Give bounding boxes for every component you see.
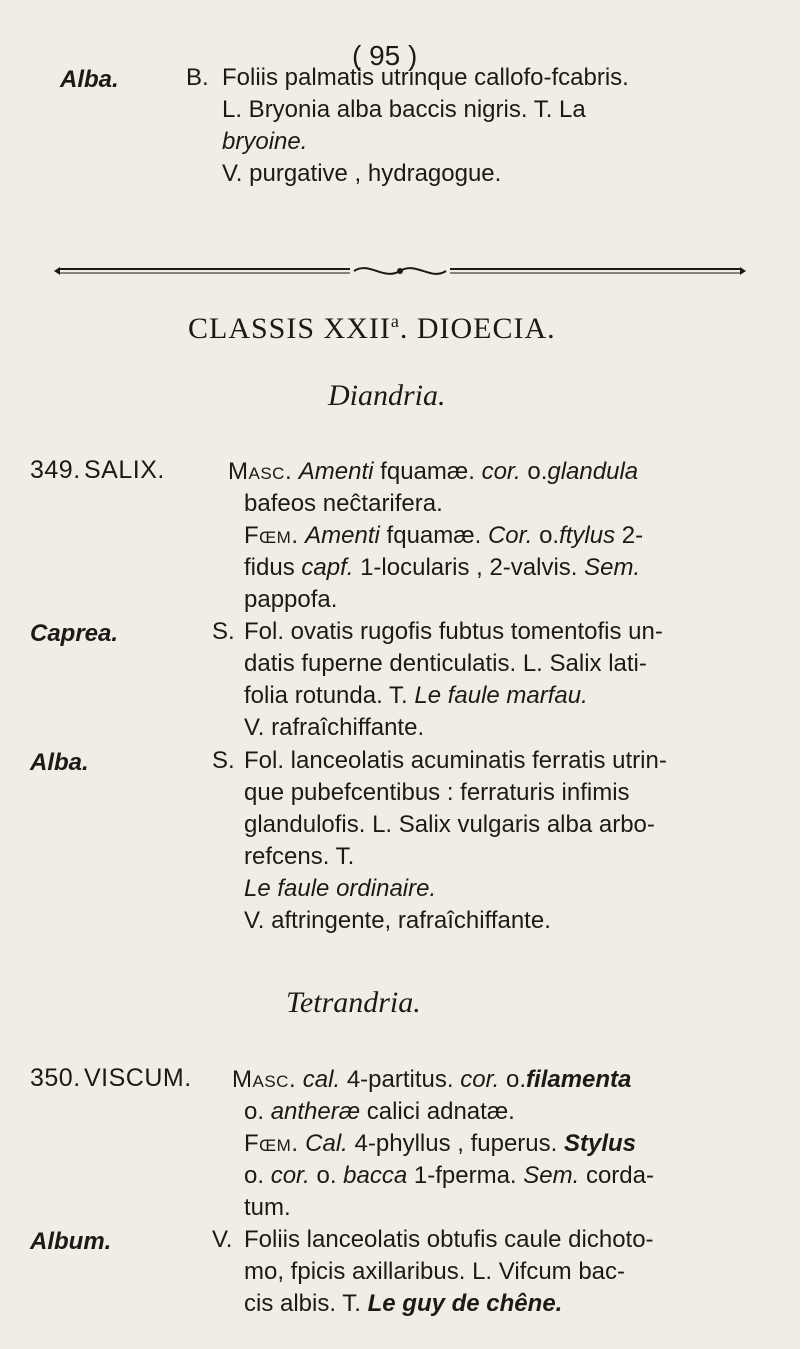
- genus-name: SALIX.: [84, 456, 165, 484]
- classis-title-main: CLASSIS XXII: [188, 312, 391, 345]
- genus-foem-line-2: [244, 552, 640, 584]
- masc-abbr: Masc.: [232, 1066, 297, 1093]
- term: filamenta: [526, 1066, 632, 1093]
- term: 4-partitus.: [346, 1066, 454, 1093]
- entry-line: bryoine.: [222, 128, 308, 155]
- term: o.: [539, 522, 560, 549]
- genus-foem-line-2: [244, 1160, 654, 1192]
- term: folia rotunda. T.: [244, 682, 408, 709]
- term: antheræ: [270, 1098, 361, 1125]
- entry-line: mo, fpicis axillaribus. L. Vifcum bac-: [244, 1258, 626, 1285]
- term: Cal.: [305, 1130, 348, 1157]
- entry-line: datis fuperne denticulatis. L. Salix lati-: [244, 650, 647, 677]
- ornamental-rule: [54, 263, 746, 279]
- term: 4-phyllus , fuperus.: [354, 1130, 558, 1157]
- entry-line: Foliis lanceolatis obtufis caule dichoto-: [244, 1226, 654, 1253]
- genus-foem-line: [244, 520, 643, 552]
- term: corda-: [585, 1162, 654, 1189]
- entry-letter: B.: [186, 64, 209, 91]
- term: cor.: [460, 1066, 500, 1093]
- term: o.: [244, 1098, 265, 1125]
- term: Sem.: [584, 554, 641, 581]
- term: Sem.: [523, 1162, 580, 1189]
- term: cal.: [302, 1066, 341, 1093]
- term: Stylus: [563, 1130, 637, 1157]
- entry-letter: S.: [212, 618, 235, 645]
- classis-title-superscript: a: [390, 311, 400, 331]
- entry-line: que pubefcentibus : ferraturis infimis: [244, 779, 630, 806]
- classis-title-rest: . DIOECIA.: [399, 312, 556, 345]
- entry-line: V. aftringente, rafraîchiffante.: [244, 907, 551, 934]
- french-name: Le faule marfau.: [414, 682, 588, 709]
- genus-foem-line: [244, 1128, 636, 1160]
- species-label-album: Album.: [30, 1228, 112, 1255]
- term: cor.: [270, 1162, 310, 1189]
- order-heading-diandria: Diandria.: [328, 379, 446, 412]
- term: fquamæ.: [380, 458, 475, 485]
- term: Cor.: [487, 522, 533, 549]
- term: Amenti: [298, 458, 374, 485]
- term: bacca: [343, 1162, 408, 1189]
- entry-line: V. purgative , hydragogue.: [222, 160, 502, 187]
- masc-abbr: Masc.: [228, 458, 293, 485]
- term: 1-locularis , 2-valvis.: [360, 554, 578, 581]
- entry-line: Fol. lanceolatis acuminatis ferratis utrin-: [244, 747, 667, 774]
- genus-number: 349.: [30, 456, 81, 484]
- species-label-alba-salix: Alba.: [30, 749, 89, 776]
- term: o.: [506, 1066, 527, 1093]
- order-heading-tetrandria: Tetrandria.: [286, 986, 421, 1019]
- term: calici adnatæ.: [366, 1098, 515, 1125]
- genus-foem-line-3: pappofa.: [244, 586, 338, 613]
- genus-masc-line: [232, 1064, 631, 1096]
- page-number: ( 95 ): [352, 40, 418, 71]
- entry-line: Foliis palmatis utrinque callofo-fcabris.: [222, 64, 629, 91]
- species-label-caprea: Caprea.: [30, 620, 119, 647]
- french-name: Le faule ordinaire.: [244, 875, 437, 902]
- genus-masc-line-2: bafeos neĉtarifera.: [244, 490, 443, 517]
- genus-foem-line-3: tum.: [244, 1194, 291, 1221]
- entry-line: [244, 1288, 562, 1320]
- term: 1-fperma.: [413, 1162, 517, 1189]
- genus-name: VISCUM.: [84, 1064, 192, 1092]
- term: Amenti: [305, 522, 380, 549]
- genus-masc-line-2: [244, 1096, 515, 1128]
- entry-line: glandulofis. L. Salix vulgaris alba arbo-: [244, 811, 655, 838]
- term: glandula: [547, 458, 639, 485]
- term: o.: [316, 1162, 337, 1189]
- term: cis albis. T.: [244, 1290, 361, 1317]
- classis-title: [188, 312, 556, 346]
- entry-line: [244, 680, 588, 712]
- genus-masc-line: [228, 456, 638, 488]
- term: 2-: [621, 522, 644, 549]
- entry-line: refcens. T.: [244, 843, 355, 870]
- term: fquamæ.: [386, 522, 482, 549]
- entry-letter: V.: [212, 1226, 233, 1253]
- entry-letter: S.: [212, 747, 235, 774]
- foem-abbr: Fœm.: [244, 522, 299, 549]
- entry-line: Fol. ovatis rugofis fubtus tomentofis un-: [244, 618, 663, 645]
- term: cor.: [481, 458, 521, 485]
- term: ftylus: [559, 522, 616, 549]
- term: o.: [244, 1162, 265, 1189]
- entry-line: L. Bryonia alba baccis nigris. T. La: [222, 96, 586, 123]
- genus-number: 350.: [30, 1064, 81, 1092]
- term: capf.: [301, 554, 354, 581]
- french-name: Le guy de chêne.: [367, 1290, 563, 1317]
- foem-abbr: Fœm.: [244, 1130, 299, 1157]
- term: o.: [527, 458, 548, 485]
- species-label-alba-bryonia: Alba.: [60, 66, 119, 93]
- entry-line: V. rafraîchiffante.: [244, 714, 425, 741]
- term: fidus: [244, 554, 295, 581]
